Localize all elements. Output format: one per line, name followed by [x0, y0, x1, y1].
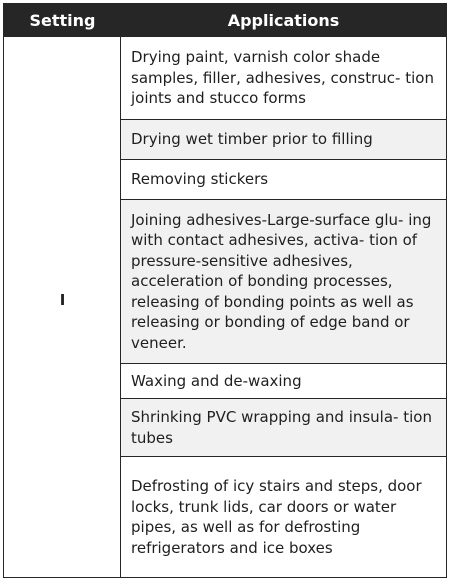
- application-text: Drying wet timber prior to filling: [131, 130, 373, 149]
- application-row: [121, 200, 446, 364]
- applications-column-header: Applications: [227, 11, 340, 30]
- application-text: Joining adhesives-Large-surface glu- ing with contact adhesives, activa- tion of pressure-sensitive adhesives, acceleration of bonding processes, releasing of bonding points as well as releasing or bonding of edge band or veneer.: [131, 210, 432, 352]
- setting-column-header: Setting: [29, 11, 96, 30]
- application-row: [121, 364, 446, 399]
- application-row: [121, 160, 446, 200]
- application-row: [121, 457, 446, 577]
- application-text: Drying paint, varnish color shade samples, filler, adhesives, construc- tion joints and stucco forms: [131, 48, 434, 108]
- application-text: Shrinking PVC wrapping and insula- tion tubes: [131, 408, 432, 447]
- setting-cell: [4, 37, 121, 577]
- application-text: Removing stickers: [131, 170, 269, 189]
- application-text: Waxing and de-waxing: [131, 371, 302, 390]
- application-row: [121, 399, 446, 457]
- application-row: [121, 37, 446, 120]
- application-text: Defrosting of icy stairs and steps, door locks, trunk lids, car doors or water pipes, as well as for defrosting refrigerators and ice boxes: [131, 477, 422, 557]
- applications-table: [3, 3, 447, 578]
- application-row: [121, 120, 446, 160]
- setting-value: I: [59, 291, 66, 309]
- table-header: [4, 4, 446, 37]
